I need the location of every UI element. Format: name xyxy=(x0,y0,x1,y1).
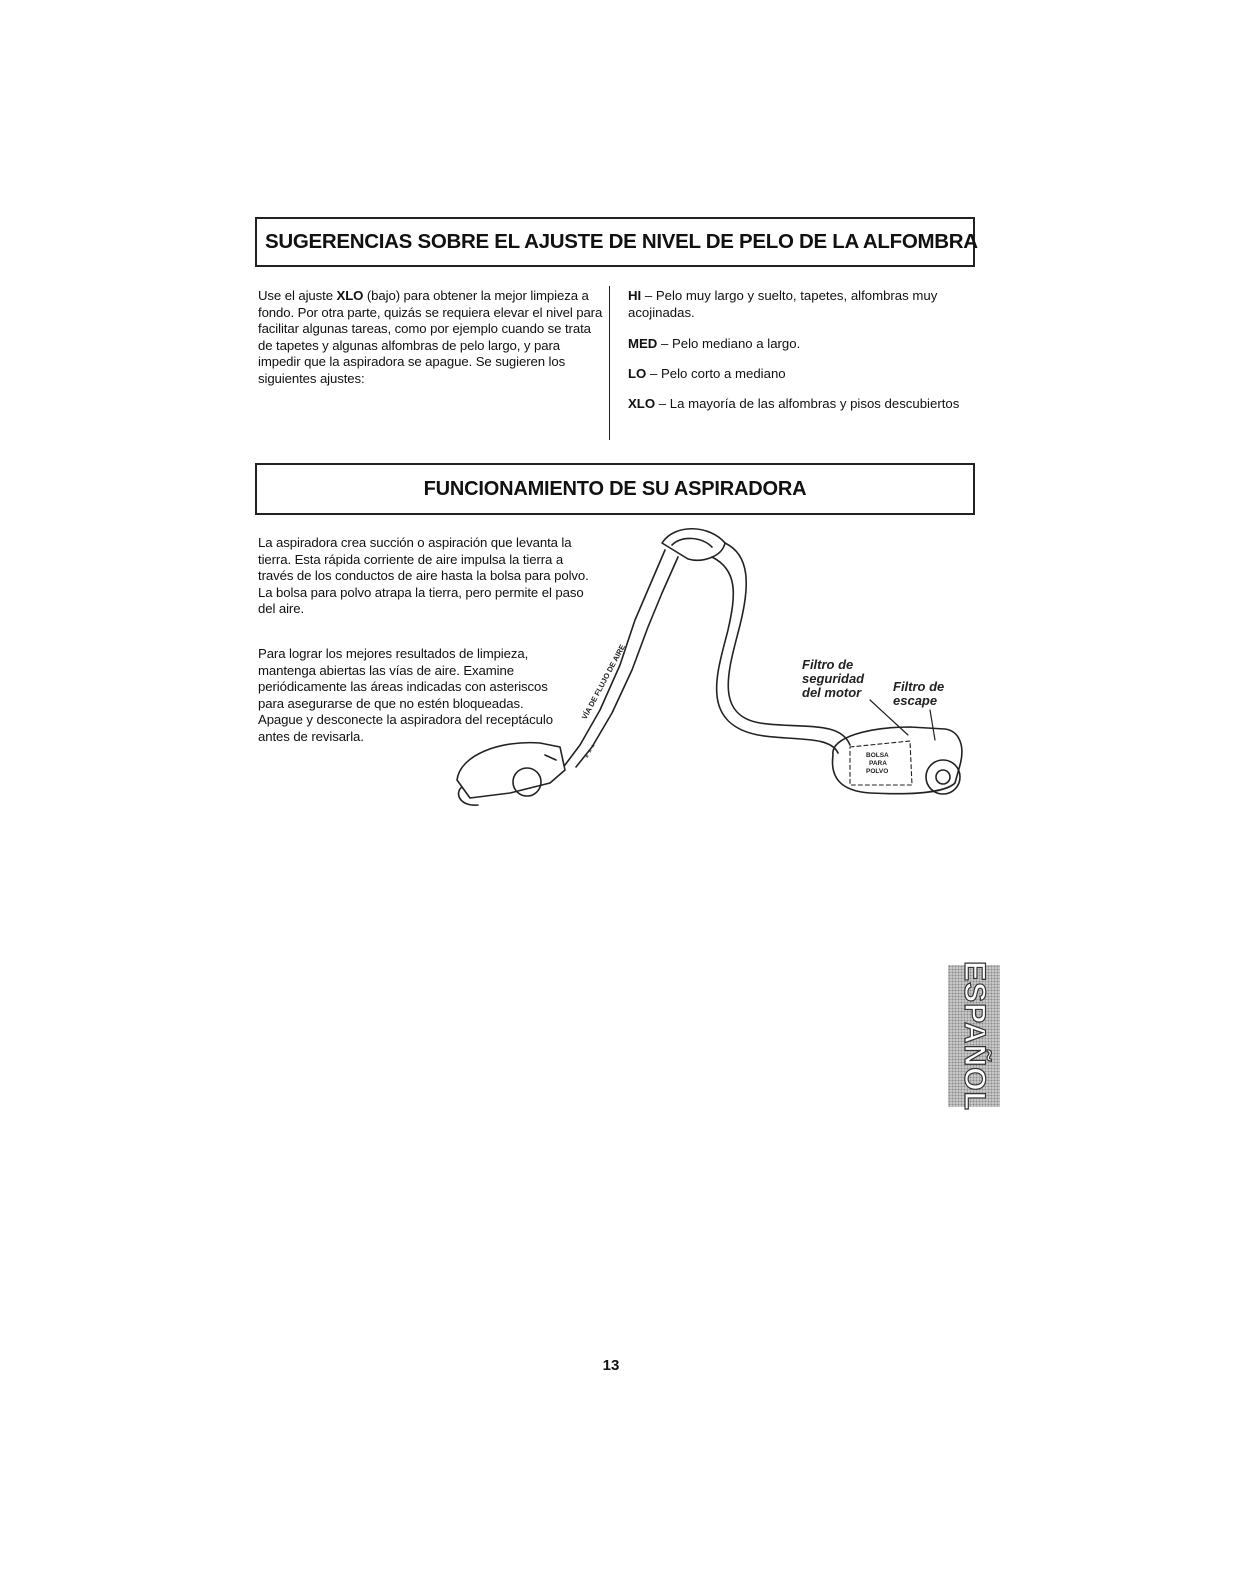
setting-xlo xyxy=(628,396,968,413)
setting-med xyxy=(628,336,968,353)
hose xyxy=(725,543,850,745)
intro-text-start: Use el ajuste xyxy=(258,288,337,303)
operation-paragraph-2: Para lograr los mejores resultados de limpieza, mantenga abiertas las vías de aire. Examine periódicamente las áreas indicadas con asteriscos para asegurarse de que no estén bloqueadas. Apague y desconecte la aspiradora del receptáculo antes de revisarla. xyxy=(258,646,553,744)
setting-desc: – Pelo mediano a largo. xyxy=(657,336,801,351)
language-tab xyxy=(948,961,1000,1111)
intro-xlo-label: XLO xyxy=(336,288,364,303)
exhaust-filter-label: Filtro de escape xyxy=(893,679,945,708)
airflow-path-label: VÍA DE FLUJO DE AIRE xyxy=(579,642,628,721)
section-title-carpet-tips: SUGERENCIAS SOBRE EL AJUSTE DE NIVEL DE PELO DE LA ALFOMBRA xyxy=(265,230,978,253)
language-tab-label: ESPAÑOL xyxy=(958,961,992,1111)
floor-nozzle xyxy=(457,743,565,798)
carpet-tips-intro xyxy=(258,288,603,388)
setting-desc: – Pelo muy largo y suelto, tapetes, alfombras muy acojinadas. xyxy=(628,288,938,320)
section-header-carpet-tips xyxy=(255,217,978,267)
intro-text-rest: (bajo) para obtener la mejor limpieza a fondo. Por otra parte, quizás se requiera elevar el nivel para facilitar algunas tareas, como por ejemplo cuando se trata de tapetes y algunas alfombras de pelo largo, y para impedir que la aspiradora se apague. Se sugieren los siguientes ajustes: xyxy=(258,288,603,386)
motor-filter-label: Filtro de seguridad del motor xyxy=(802,657,865,700)
bag-label-line-2: PARA xyxy=(869,760,887,767)
setting-code: LO xyxy=(628,366,647,381)
setting-code: MED xyxy=(628,336,658,351)
operation-paragraph-1: La aspiradora crea succión o aspiración que levanta la tierra. Esta rápida corriente de aire impulsa la tierra a través de los conductos de aire hasta la bolsa para polvo. La bolsa para polvo atrapa la tierra, pero permite el paso del aire. xyxy=(258,535,589,617)
vacuum-airflow-illustration xyxy=(440,515,980,825)
column-divider xyxy=(609,286,610,440)
setting-desc: – La mayoría de las alfombras y pisos descubiertos xyxy=(655,396,960,411)
setting-code: HI xyxy=(628,288,642,303)
bag-label-line-3: POLVO xyxy=(866,768,889,775)
exhaust-filter-pointer xyxy=(930,710,935,740)
svg-text:* * *: * * * xyxy=(583,742,600,761)
bag-label-line-1: BOLSA xyxy=(866,752,889,759)
setting-desc: – Pelo corto a mediano xyxy=(646,366,786,381)
setting-code: XLO xyxy=(628,396,656,411)
section-header-operation xyxy=(255,463,975,515)
setting-lo xyxy=(628,366,968,383)
page-number: 13 xyxy=(602,1357,620,1374)
section-title-operation: FUNCIONAMIENTO DE SU ASPIRADORA xyxy=(423,477,807,500)
setting-hi xyxy=(628,288,968,321)
